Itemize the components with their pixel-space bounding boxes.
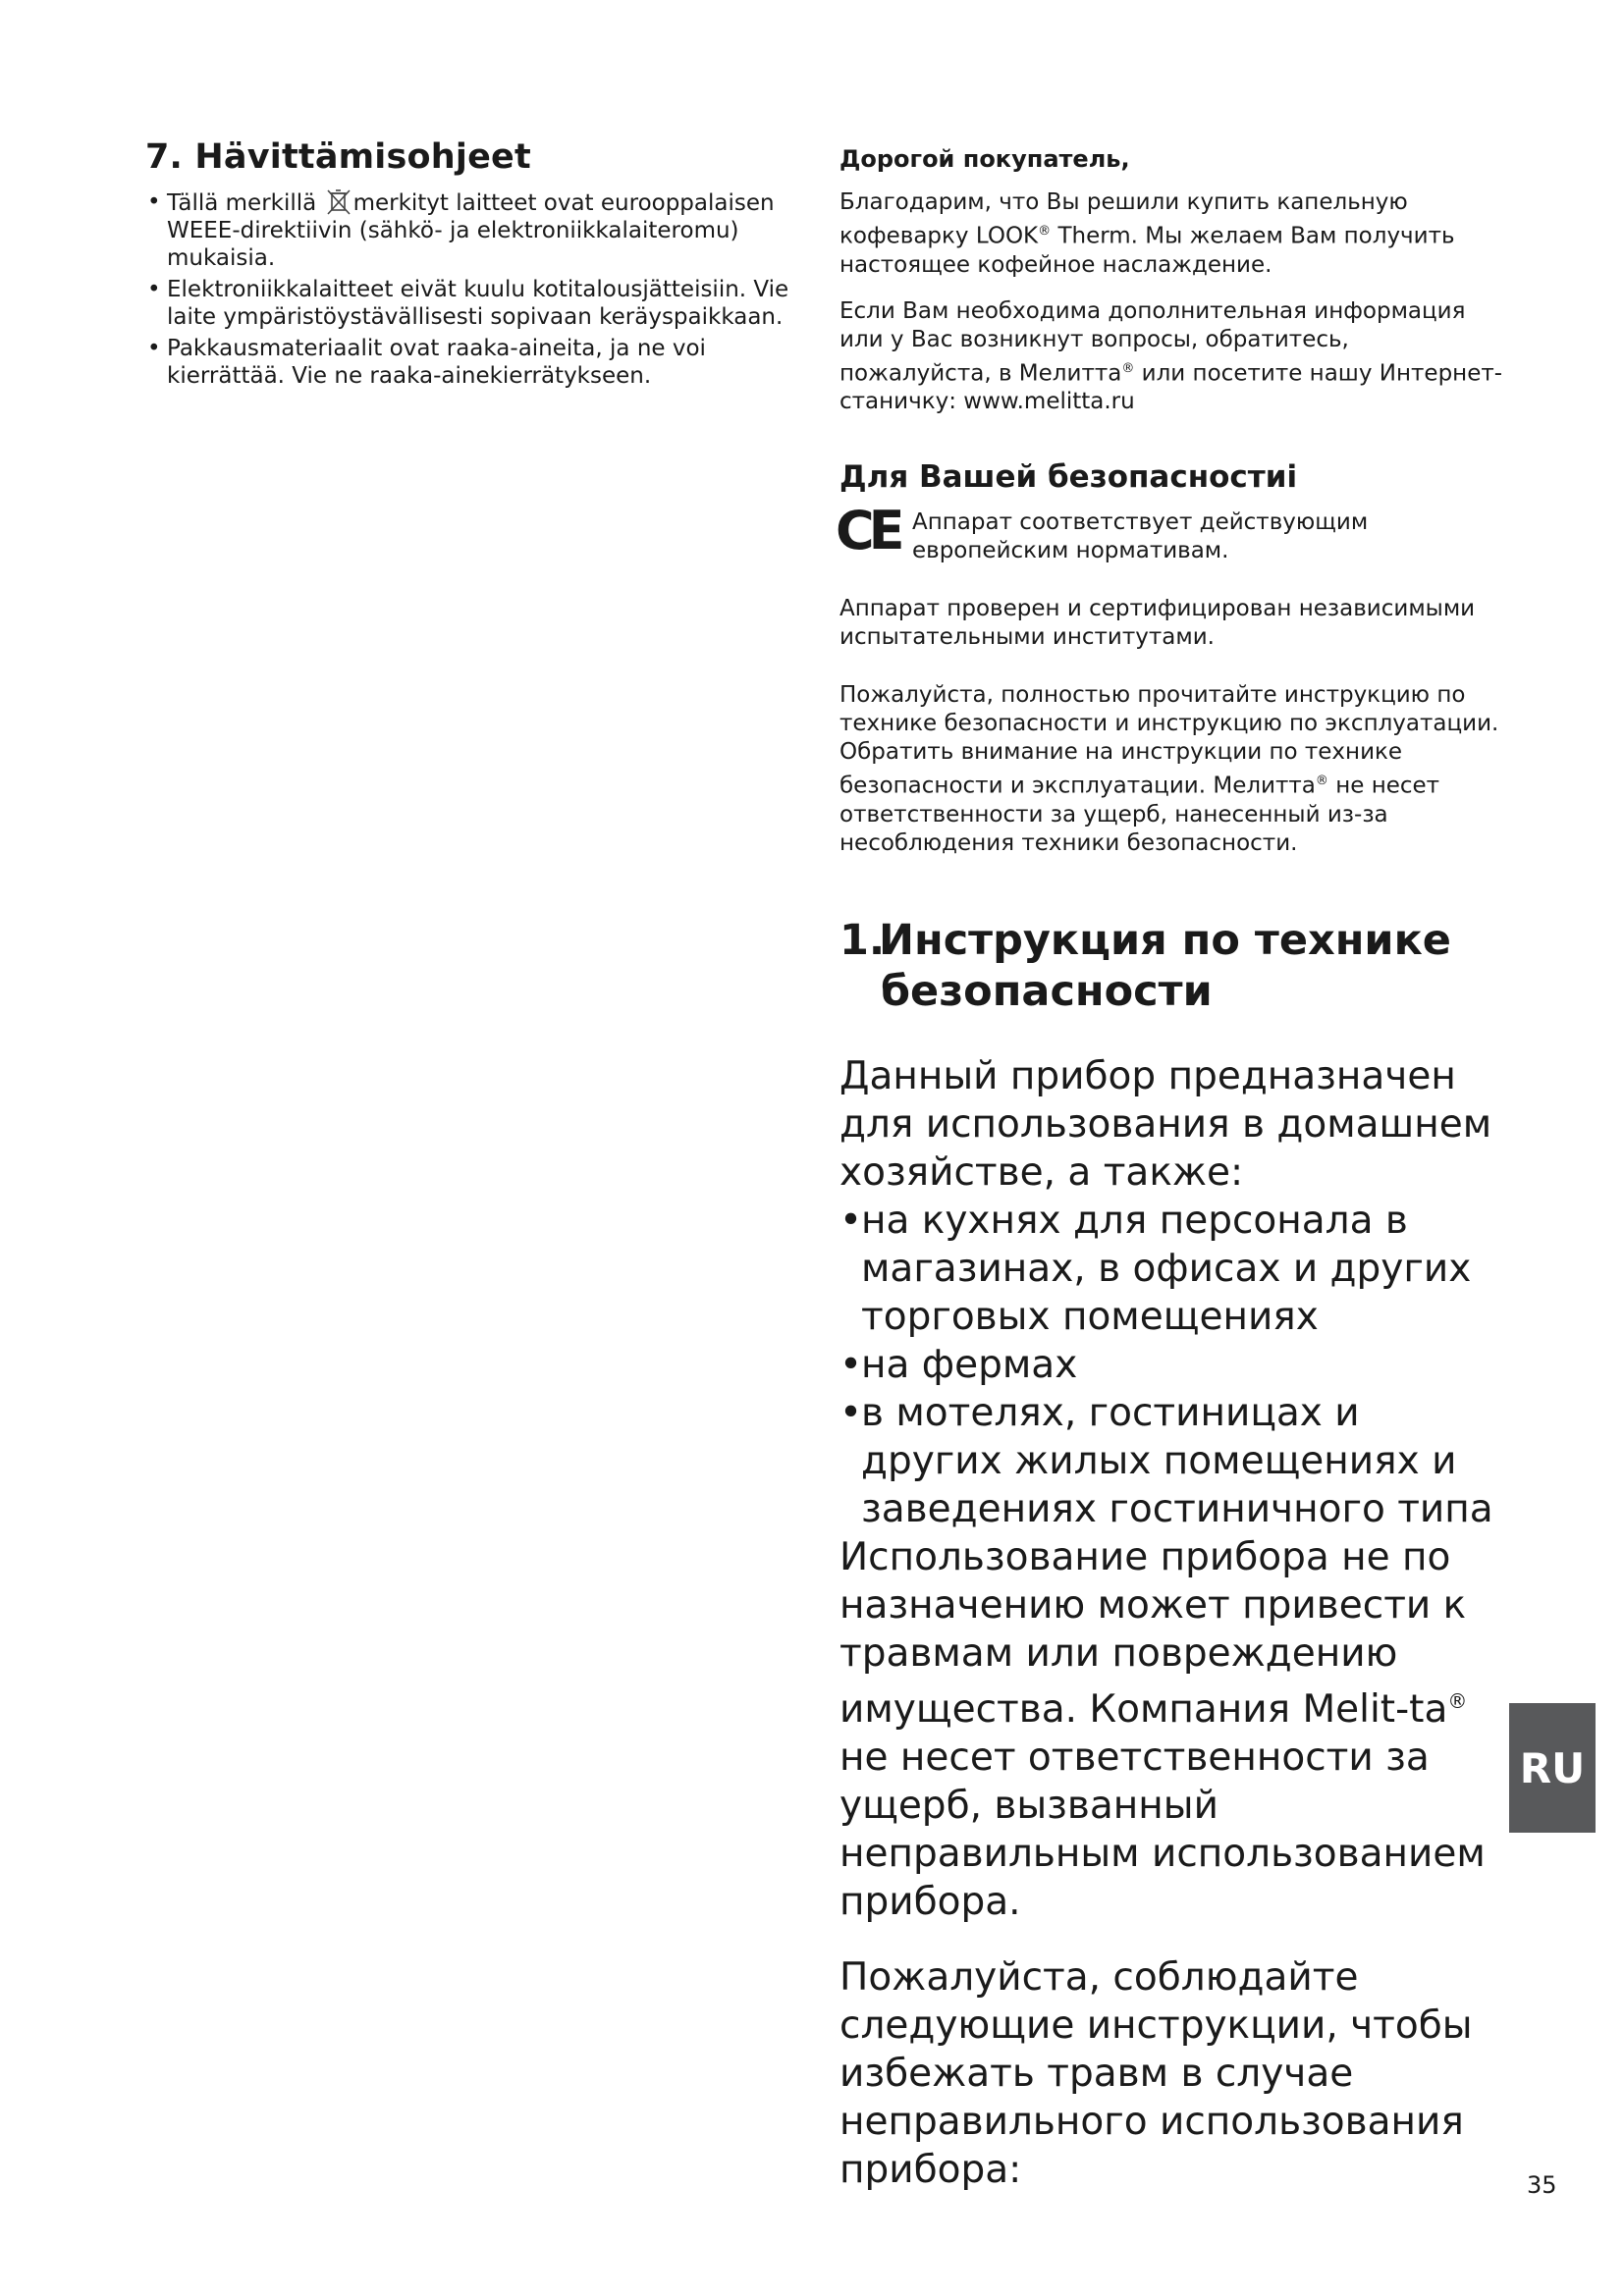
disposal-list [145, 188, 793, 390]
list-item: • Pakkausmateriaalit ovat raaka-aineita, ja ne voi kierrättää. Vie ne raaka-ainekierrätykseen. [145, 335, 793, 390]
section-number: 1. [839, 915, 886, 965]
registered-mark: ® [1121, 360, 1135, 376]
thanks-paragraph: Благодарим, что Вы решили купить капельную кофеварку LOOK® Therm. Мы желаем Вам получить настоящее кофейное наслаждение. [839, 189, 1455, 278]
certified-paragraph: Аппарат проверен и сертифицирован независимыми испытательными институтами. [839, 596, 1476, 651]
uses-list [839, 1197, 1507, 1533]
finnish-disposal-section [145, 137, 793, 394]
safety-heading: Для Вашей безопасностиi [839, 459, 1298, 496]
language-tab: RU [1509, 1703, 1596, 1833]
ce-conformity [836, 500, 1507, 565]
registered-mark: ® [1038, 224, 1052, 239]
misuse-paragraph: Использование прибора не по назначению может привести к травмам или повреждению имущества. Компания Melit-ta® не несет ответственности за ущерб, вызванный неправильным использованием прибора. [839, 1534, 1486, 1924]
list-item: • Elektroniikkalaitteet eivät kuulu kotitalousjätteisiin. Vie laite ympäristöystävällisesti sopivaan keräyspaikkaan. [145, 276, 793, 331]
disposal-heading: 7. Hävittämisohjeet [145, 137, 531, 177]
read-instructions-paragraph: Пожалуйста, полностью прочитайте инструкцию по технике безопасности и инструкцию по эксплуатации. Обратить внимание на инструкции по технике безопасности и эксплуатации. Мелитта® не несет ответственности за ущерб, нанесенный из-за несоблюдения техники безопасности. [839, 682, 1499, 856]
registered-mark: ® [1447, 1688, 1468, 1713]
list-item: • Tällä merkillä merkityt laitteet ovat eurooppalaisen WEEE-direktiivin (sähkö- ja elektroniikkalaiteromu) mukaisia. [145, 188, 793, 272]
list-item: • на кухнях для персонала в магазинах, в офисах и других торговых помещениях [839, 1197, 1507, 1341]
list-item: • на фермах [839, 1341, 1507, 1389]
observe-paragraph: Пожалуйста, соблюдайте следующие инструкции, чтобы избежать травм в случае неправильного использования прибора: [839, 1954, 1473, 2192]
ce-text: Аппарат соответствует действующим европейским нормативам. [912, 509, 1369, 564]
russian-section [836, 145, 1507, 2194]
info-paragraph: Если Вам необходима дополнительная информация или у Вас возникнут вопросы, обратитесь, пожалуйста, в Мелитта® или посетите нашу Интернет-станичку: www.melitta.ru [839, 297, 1503, 415]
registered-mark: ® [1315, 774, 1328, 789]
section-title: 1.Инструкция по технике безопасности [839, 915, 1451, 1016]
intended-use: Данный прибор предназначен для использования в домашнем хозяйстве, а также: [839, 1053, 1492, 1195]
crossed-bin-icon [326, 188, 352, 216]
list-item: • в мотелях, гостиницах и других жилых помещениях и заведениях гостиничного типа [839, 1389, 1507, 1533]
ce-mark-icon: CE [836, 500, 899, 562]
page-number: 35 [1527, 2171, 1557, 2199]
salutation: Дорогой покупатель, [839, 145, 1130, 173]
